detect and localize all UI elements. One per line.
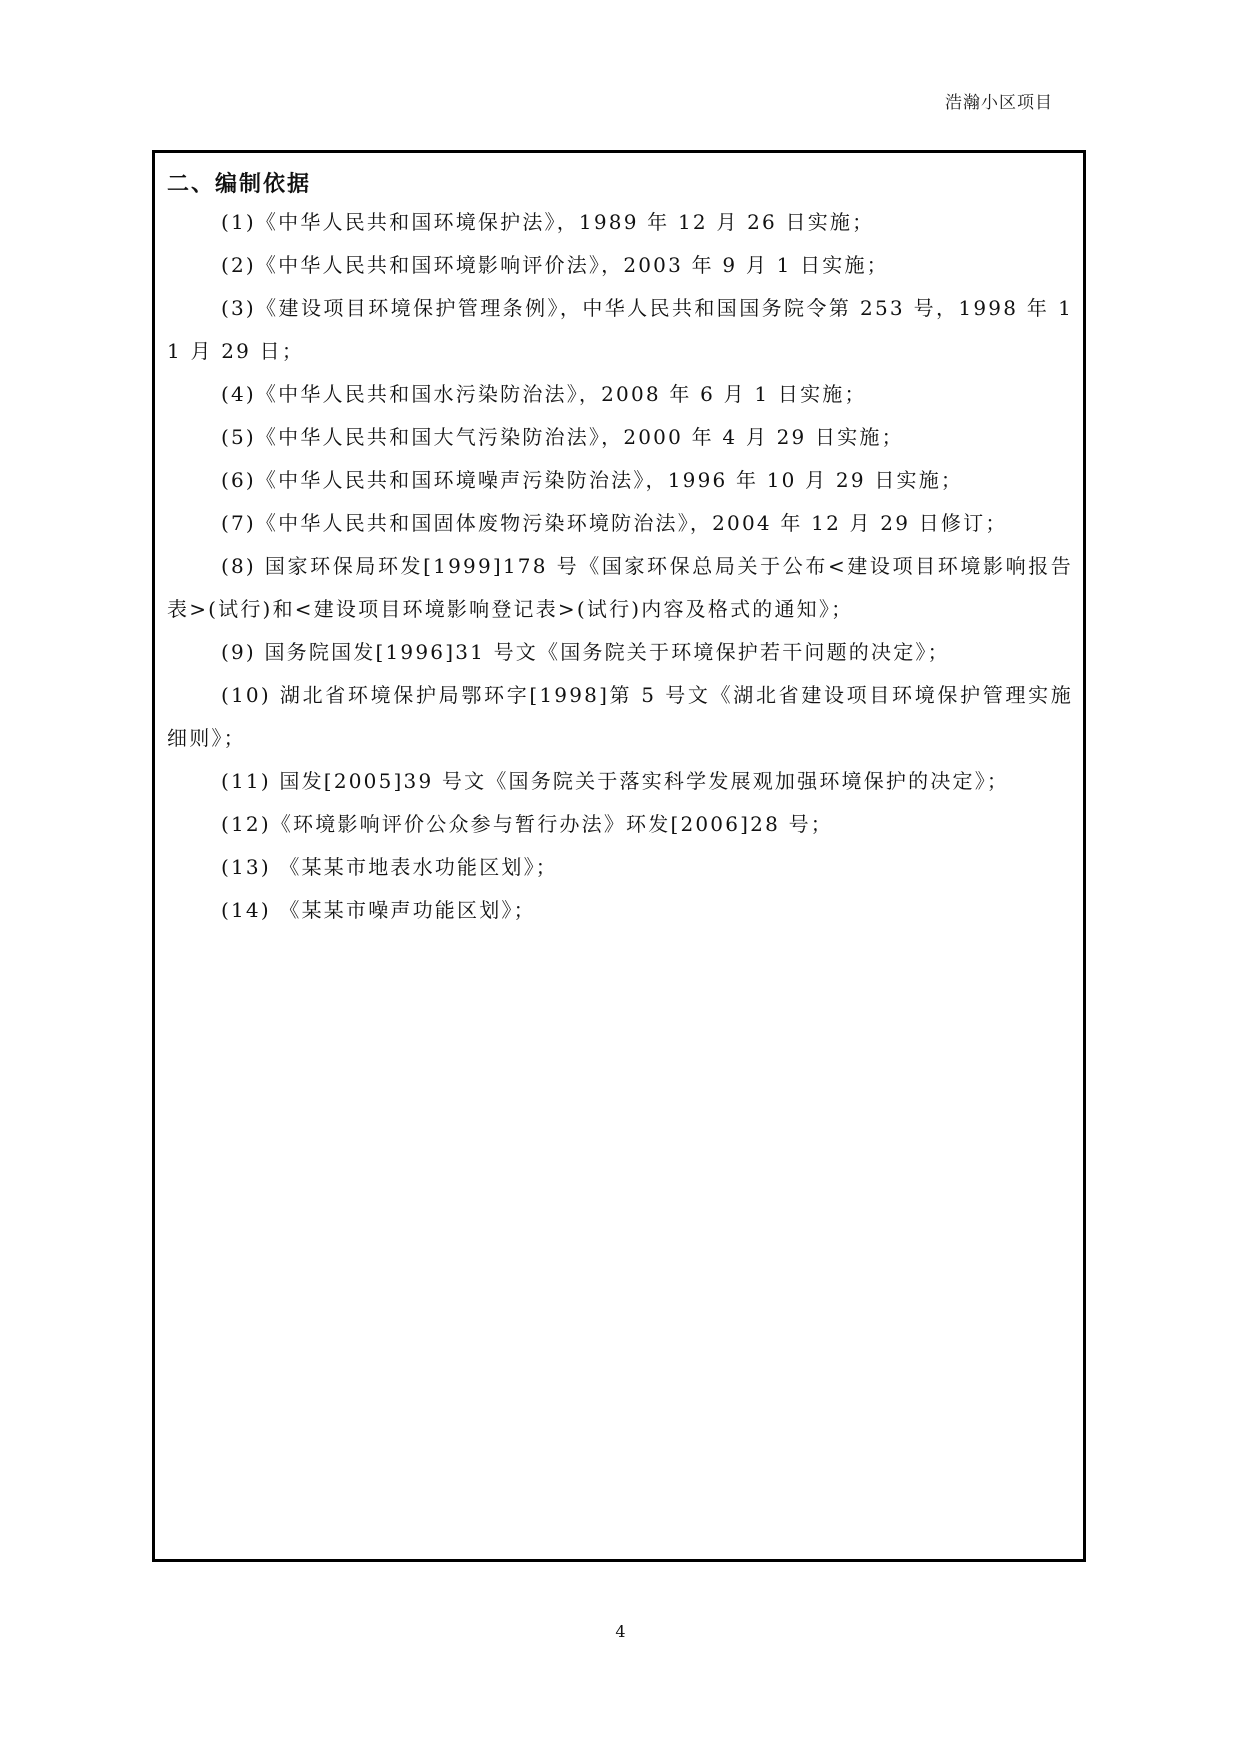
content-frame (152, 150, 1086, 1562)
basis-item-1: (1)《中华人民共和国环境保护法》，1989 年 12 月 26 日实施； (221, 210, 875, 234)
basis-item-12: (12)《环境影响评价公众参与暂行办法》环发[2006]28 号； (221, 812, 833, 836)
basis-item-11: (11) 国发[2005]39 号文《国务院关于落实科学发展观加强环境保护的决定》； (221, 769, 1010, 793)
basis-item-2: (2)《中华人民共和国环境影响评价法》，2003 年 9 月 1 日实施； (221, 253, 889, 277)
basis-item-10: (10) 湖北省环境保护局鄂环字[1998]第 5 号文《湖北省建设项目环境保护管理实施细则》； (167, 683, 1073, 750)
basis-item-7: (7)《中华人民共和国固体废物污染环境防治法》，2004 年 12 月 29 日修订； (221, 511, 1008, 535)
basis-item-9: (9) 国务院国发[1996]31 号文《国务院关于环境保护若干问题的决定》； (221, 640, 950, 664)
page-number: 4 (615, 1622, 626, 1641)
basis-item-3: (3)《建设项目环境保护管理条例》，中华人民共和国国务院令第 253 号，1998 年 11 月 29 日； (167, 296, 1073, 363)
basis-item-8: (8) 国家环保局环发[1999]178 号《国家环保总局关于公布<建设项目环境影响报告表>(试行)和<建设项目环境影响登记表>(试行)内容及格式的通知》； (167, 554, 1073, 621)
section-title: 二、编制依据 (167, 171, 312, 197)
basis-item-5: (5)《中华人民共和国大气污染防治法》，2000 年 4 月 29 日实施； (221, 425, 904, 449)
basis-item-14: (14) 《某某市噪声功能区划》； (221, 898, 536, 922)
basis-item-4: (4)《中华人民共和国水污染防治法》，2008 年 6 月 1 日实施； (221, 382, 867, 406)
document-header-title: 浩瀚小区项目 (945, 93, 1053, 113)
basis-item-13: (13) 《某某市地表水功能区划》； (221, 855, 559, 879)
basis-list (167, 201, 1073, 932)
basis-item-6: (6)《中华人民共和国环境噪声污染防治法》，1996 年 10 月 29 日实施； (221, 468, 964, 492)
